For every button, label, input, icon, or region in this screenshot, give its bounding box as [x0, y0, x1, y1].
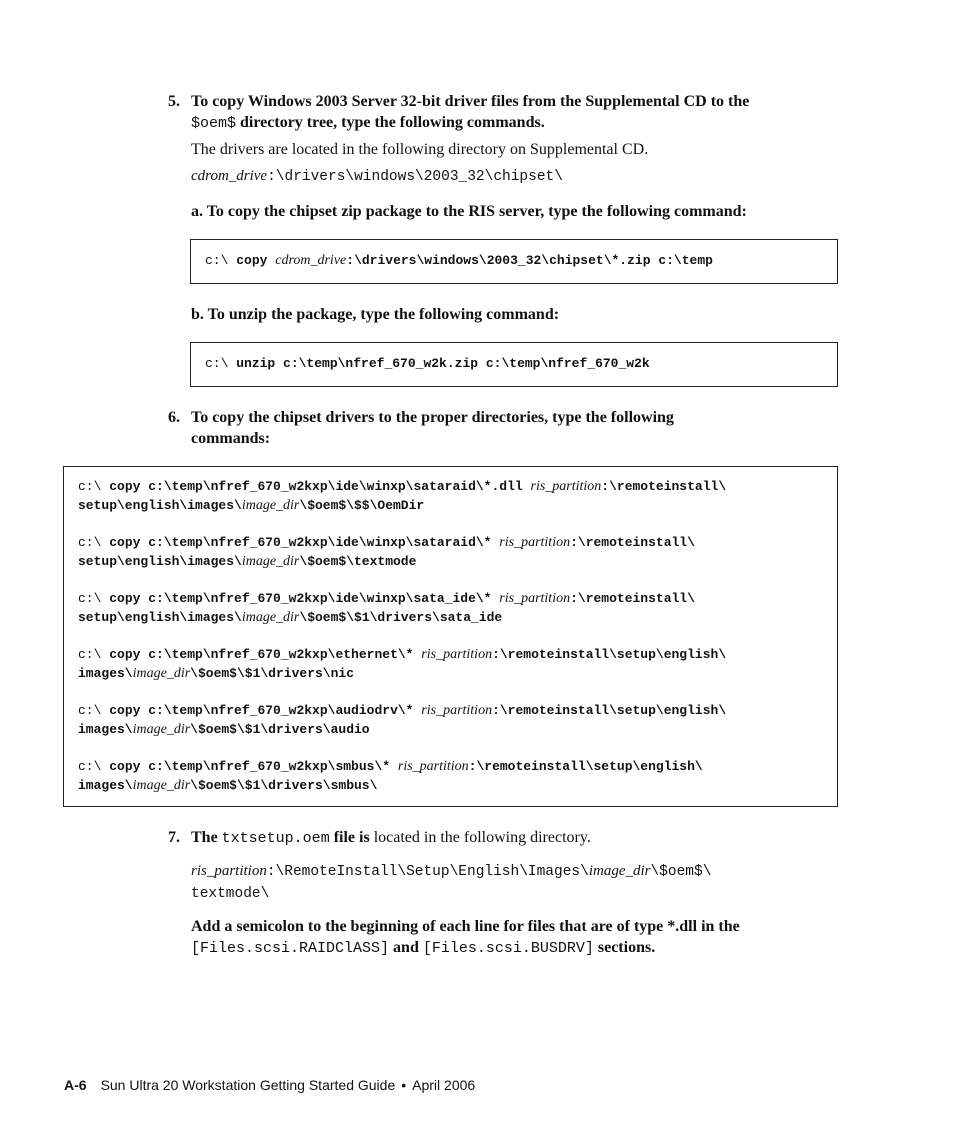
command-box-5a — [190, 239, 838, 284]
step-7-heading — [168, 827, 591, 849]
command-text: \$oem$\$$\OemDir — [299, 498, 425, 513]
note-line1: Add a semicolon to the beginning of each line for files that are of type *.dll in the — [191, 918, 740, 935]
command-verb: copy — [236, 253, 276, 268]
step-5b-heading — [191, 304, 559, 325]
command-prompt: c:\ — [205, 253, 237, 268]
note-end: sections. — [593, 939, 656, 956]
command-text: setup\english\images\ — [78, 554, 242, 569]
step-number: 6. — [168, 409, 180, 426]
step-5-line2: directory tree, type the following commands. — [236, 114, 545, 131]
substep-label: a. — [191, 203, 203, 220]
command-variable: cdrom_drive — [275, 253, 347, 268]
command-variable: image_dir — [132, 778, 191, 793]
command-text: images\ — [78, 722, 133, 737]
command-prompt: c:\ — [78, 759, 110, 774]
command-block — [78, 701, 823, 739]
step-5-description: The drivers are located in the following directory on Supplemental CD. — [191, 141, 649, 158]
command-variable: ris_partition — [499, 591, 571, 606]
publish-date: April 2006 — [412, 1077, 476, 1093]
file-code: txtsetup.oem — [221, 830, 330, 847]
command-text: \$oem$\$1\drivers\audio — [190, 722, 370, 737]
command-block — [78, 533, 823, 571]
command-prompt: c:\ — [205, 356, 237, 371]
step-7-note — [191, 916, 740, 959]
command-text: \$oem$\$1\drivers\nic — [190, 666, 354, 681]
step-6-heading — [168, 407, 674, 449]
command-text: \$oem$\$1\drivers\smbus\ — [190, 778, 378, 793]
substep-text: To unzip the package, type the following command: — [207, 306, 560, 323]
command-text: :\remoteinstall\setup\english\ — [468, 759, 703, 774]
note-code-1: [Files.scsi.RAIDClASS] — [191, 940, 390, 957]
command-box-5b — [190, 342, 838, 387]
command-text: copy c:\temp\nfref_670_w2kxp\audiodrv\* — [109, 703, 422, 718]
path-rest: :\drivers\windows\2003_32\chipset\ — [267, 169, 563, 185]
command-text: copy c:\temp\nfref_670_w2kxp\smbus\* — [109, 759, 398, 774]
command-block — [78, 645, 823, 683]
command-variable: image_dir — [132, 666, 191, 681]
command-prompt: c:\ — [78, 591, 110, 606]
step-number: 5. — [168, 93, 180, 110]
command-variable: ris_partition — [421, 647, 493, 662]
step-7-path — [191, 861, 711, 905]
path-tail: \$oem$\ — [650, 864, 712, 880]
command-args: unzip c:\temp\nfref_670_w2k.zip c:\temp\nfref_670_w2k — [236, 356, 650, 371]
footer-bullet: • — [401, 1077, 407, 1093]
command-variable: image_dir — [132, 722, 191, 737]
command-text: images\ — [78, 778, 133, 793]
command-text: copy c:\temp\nfref_670_w2kxp\ethernet\* — [109, 647, 422, 662]
command-variable: image_dir — [241, 498, 300, 513]
command-text: :\remoteinstall\setup\english\ — [492, 647, 727, 662]
command-variable: image_dir — [241, 554, 300, 569]
command-variable: ris_partition — [397, 759, 469, 774]
command-text: images\ — [78, 666, 133, 681]
command-box-6 — [63, 466, 838, 807]
command-text: :\remoteinstall\ — [570, 591, 695, 606]
step-5a-heading — [191, 201, 747, 222]
path-variable: cdrom_drive — [191, 168, 268, 184]
step-5-path — [191, 166, 563, 188]
command-prompt: c:\ — [78, 479, 110, 494]
command-variable: ris_partition — [499, 535, 571, 550]
command-text: copy c:\temp\nfref_670_w2kxp\ide\winxp\sata_ide\* — [109, 591, 500, 606]
command-prompt: c:\ — [78, 703, 110, 718]
command-variable: ris_partition — [530, 479, 602, 494]
command-text: \$oem$\textmode — [299, 554, 417, 569]
command-text: setup\english\images\ — [78, 610, 242, 625]
substep-text: To copy the chipset zip package to the RIS server, type the following command: — [206, 203, 747, 220]
command-variable: ris_partition — [421, 703, 493, 718]
command-text: copy c:\temp\nfref_670_w2kxp\ide\winxp\sataraid\*.dll — [109, 479, 531, 494]
command-prompt: c:\ — [78, 647, 110, 662]
path-variable: ris_partition — [191, 863, 267, 879]
oem-code: $oem$ — [191, 115, 237, 132]
book-title: Sun Ultra 20 Workstation Getting Started Guide — [100, 1077, 396, 1093]
path-middle: :\RemoteInstall\Setup\English\Images\ — [266, 864, 589, 880]
command-text: copy c:\temp\nfref_670_w2kxp\ide\winxp\sataraid\* — [109, 535, 500, 550]
step-7-rest: located in the following directory. — [369, 829, 591, 846]
step-6-line1: To copy the chipset drivers to the proper directories, type the following — [191, 409, 674, 426]
command-text: :\remoteinstall\setup\english\ — [492, 703, 727, 718]
step-5-line1: To copy Windows 2003 Server 32-bit driver files from the Supplemental CD to the — [191, 93, 750, 110]
step-5-heading — [168, 91, 749, 134]
step-7-file-is: file is — [329, 829, 370, 846]
path-variable: image_dir — [588, 863, 651, 879]
command-prompt: c:\ — [78, 535, 110, 550]
command-block — [78, 589, 823, 627]
page-footer — [64, 1077, 475, 1093]
step-6-line2: commands: — [191, 430, 271, 447]
command-block — [78, 477, 823, 515]
command-text: :\remoteinstall\ — [570, 535, 695, 550]
command-args: :\drivers\windows\2003_32\chipset\*.zip c:\temp — [346, 253, 713, 268]
path-line2: textmode\ — [191, 886, 270, 902]
step-7-the: The — [191, 829, 222, 846]
step-number: 7. — [168, 829, 180, 846]
command-text: setup\english\images\ — [78, 498, 242, 513]
command-block — [78, 757, 823, 795]
command-text: :\remoteinstall\ — [601, 479, 727, 494]
command-variable: image_dir — [241, 610, 300, 625]
page-number: A-6 — [64, 1077, 87, 1093]
note-and: and — [389, 939, 423, 956]
substep-label: b. — [191, 306, 204, 323]
note-code-2: [Files.scsi.BUSDRV] — [422, 940, 594, 957]
command-text: \$oem$\$1\drivers\sata_ide — [299, 610, 503, 625]
